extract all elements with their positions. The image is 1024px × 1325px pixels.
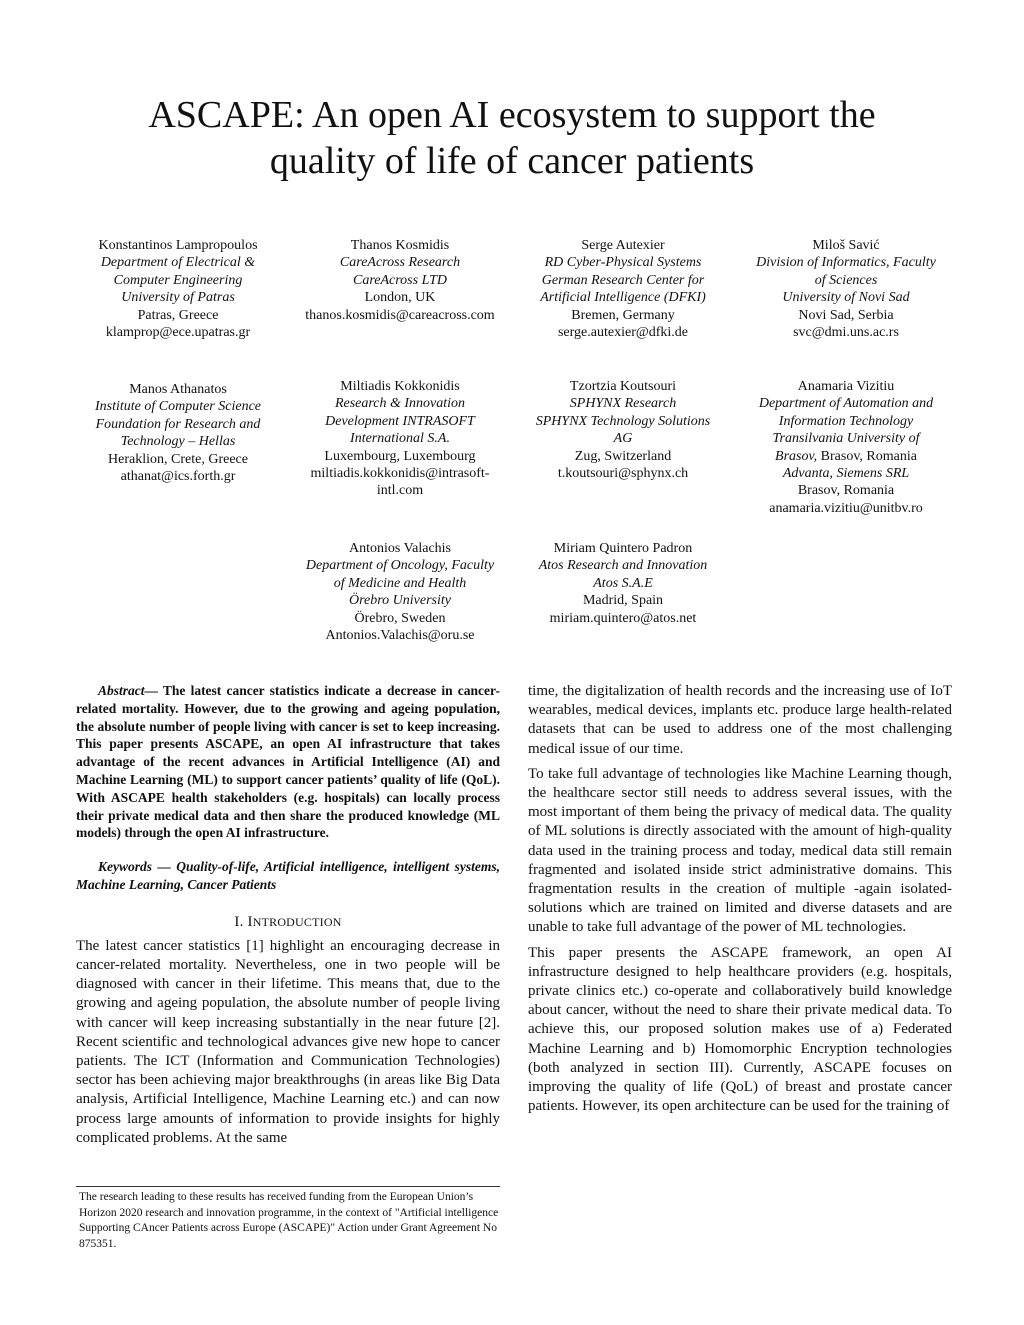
paper-title-line-1: ASCAPE: An open AI ecosystem to support the: [148, 94, 876, 136]
author-location: Zug, Switzerland: [574, 448, 672, 464]
author-block: [736, 237, 956, 341]
author-affiliation: University of Patras: [121, 290, 235, 306]
author-email: t.koutsouri@sphynx.ch: [557, 466, 689, 482]
section-title-rest: NTRODUCTION: [252, 914, 342, 929]
author-affiliation: SPHYNX Technology Solutions: [535, 413, 711, 429]
author-affiliation: Division of Informatics, Faculty: [756, 255, 936, 271]
left-column: [76, 682, 500, 1154]
author-email: intl.com: [376, 483, 424, 499]
author-email: miriam.quintero@atos.net: [549, 610, 697, 626]
author-block: [513, 378, 733, 482]
author-name: Thanos Kosmidis: [350, 238, 450, 253]
body-paragraph: The latest cancer statistics [1] highlight an encouraging decrease in cancer-related mortality. Nevertheless, one in two people will be diagnosed with cancer in their lifetime. This means that, due to the growing and ageing population, the absolute number of people living with cancer will keep increasing substantially in the near future [2]. Recent scientific and technological advances give new hope to cancer patients. The ICT (Information and Communication Technologies) sector has been achieving major breakthroughs (in areas like Big Data analysis, Artificial Intelligence, Machine Learning etc.) and can now process large amounts of information to provide insights for highly complicated problems. At the same: [76, 937, 500, 1146]
author-affiliation: AG: [613, 431, 633, 447]
author-email: svc@dmi.uns.ac.rs: [793, 325, 899, 341]
author-location: Luxembourg, Luxembourg: [324, 448, 476, 464]
right-column: [528, 682, 952, 1122]
author-location: Madrid, Spain: [582, 593, 664, 609]
author-email: klamprop@ece.upatras.gr: [105, 325, 251, 341]
author-affiliation: Research & Innovation: [334, 396, 466, 412]
footnote: The research leading to these results has received funding from the European Union’s Horizon 2020 research and innovation programme, in the context of "Artificial intelligence Supporting CAncer Patients across Europe (ASCAPE)" Action under Grant Agreement No 875351.: [79, 1191, 499, 1250]
author-location: Heraklion, Crete, Greece: [108, 451, 248, 467]
abstract-label: Abstract—: [98, 683, 159, 698]
author-affiliation-mixed: [736, 448, 956, 465]
author-location: Novi Sad, Serbia: [798, 307, 894, 323]
author-name: Miloš Savić: [812, 238, 880, 253]
author-affiliation: Atos S.A.E: [593, 575, 653, 591]
author-email: Antonios.Valachis@oru.se: [325, 628, 475, 644]
body-paragraph: time, the digitalization of health records and the increasing use of IoT wearables, medical devices, implants etc. produce large health-related datasets that can be used to address one of the most challenging medical issue of our time.: [528, 683, 952, 757]
author-name: Tzortzia Koutsouri: [569, 379, 677, 394]
author-email: miltiadis.kokkonidis@intrasoft-: [310, 466, 490, 482]
author-block: [513, 237, 733, 341]
abstract: [76, 682, 500, 842]
author-affiliation: Department of Electrical &: [100, 255, 256, 271]
author-affiliation: Computer Engineering: [113, 272, 243, 288]
author-block: [513, 540, 733, 627]
paper-title-line-2: quality of life of cancer patients: [269, 140, 755, 182]
author-email: anamaria.vizitiu@unitbv.ro: [769, 500, 923, 516]
author-block: [68, 381, 288, 485]
author-affiliation-plain: Brasov, Romania: [817, 448, 917, 464]
abstract-text: The latest cancer statistics indicate a decrease in cancer-related mortality. However, due to the growing and ageing population, the absolute number of people living with cancer is set to keep increasing. This paper presents ASCAPE, an open AI infrastructure that takes advantage of the recent advances in Artificial Intelligence (AI) and Machine Learning (ML) to support cancer patients’ quality of life (QoL). With ASCAPE health stakeholders (e.g. hospitals) can locally process their private medical data and then share the produced knowledge (ML models) through the open AI infrastructure.: [76, 683, 500, 841]
author-email: thanos.kosmidis@careacross.com: [305, 307, 495, 323]
author-name: Miltiadis Kokkonidis: [340, 379, 460, 394]
author-affiliation: Department of Automation and: [758, 396, 934, 412]
author-affiliation: Örebro University: [349, 593, 451, 609]
author-location: Bremen, Germany: [571, 307, 675, 323]
author-name: Anamaria Vizitiu: [797, 379, 895, 394]
author-affiliation: Advanta, Siemens SRL: [782, 466, 910, 482]
author-location: Brasov, Romania: [797, 483, 895, 499]
author-affiliation: Atos Research and Innovation: [538, 558, 708, 574]
author-block: [68, 237, 288, 341]
paper-title: [0, 92, 1024, 184]
author-affiliation: of Medicine and Health: [333, 575, 467, 591]
footnote-divider: [76, 1186, 500, 1187]
body-paragraph: This paper presents the ASCAPE framework, an open AI infrastructure designed to help healthcare providers (e.g. hospitals, private clinics etc.) co-operate and collaboratively build knowledge about cancer, without the need to share their private medical data. To achieve this, our proposed solution makes use of a) Federated Machine Learning and b) Homomorphic Encryption technologies (both analyzed in section III). Currently, ASCAPE focuses on improving the quality of life (QoL) of breast and prostate cancer patients. However, its open architecture can be used for the training of: [528, 944, 952, 1115]
section-number: I.: [234, 913, 244, 930]
author-affiliation: SPHYNX Research: [569, 396, 677, 412]
section-heading: [76, 914, 500, 931]
author-affiliation: CareAcross LTD: [353, 272, 447, 288]
author-block: [290, 540, 510, 644]
author-affiliation: Artificial Intelligence (DFKI): [540, 290, 706, 306]
author-location: London, UK: [364, 290, 436, 306]
author-name: Serge Autexier: [581, 238, 665, 253]
author-affiliation: Institute of Computer Science: [94, 399, 262, 415]
section-title-initial: I: [247, 913, 253, 930]
author-block: [290, 237, 510, 324]
author-affiliation: of Sciences: [814, 272, 878, 288]
author-block: [290, 378, 510, 500]
author-affiliation: Development INTRASOFT: [325, 413, 475, 429]
author-affiliation: German Research Center for: [541, 272, 705, 288]
author-email: athanat@ics.forth.gr: [120, 469, 236, 485]
author-email: serge.autexier@dfki.de: [557, 325, 689, 341]
author-affiliation: Technology – Hellas: [120, 434, 236, 450]
author-affiliation: Foundation for Research and: [95, 416, 261, 432]
author-affiliation: RD Cyber-Physical Systems: [544, 255, 702, 271]
author-name: Miriam Quintero Padron: [553, 541, 693, 556]
author-affiliation: CareAcross Research: [339, 255, 461, 271]
author-name: Manos Athanatos: [129, 382, 227, 397]
author-affiliation: Information Technology: [778, 413, 914, 429]
body-paragraph: To take full advantage of technologies like Machine Learning though, the healthcare sector still needs to address several issues, with the most important of them being the privacy of medical data. The quality of ML solutions is directly associated with the amount of high-quality data used in the training process and today, medical data still remain fragmented and isolated inside strict administrative domains. This fragmentation results in the creation of multiple -again isolated- solutions which are trained on limited and diverse datasets and are unable to take full advantage of the power of ML technologies.: [528, 765, 952, 936]
author-location: Patras, Greece: [137, 307, 219, 323]
author-affiliation: International S.A.: [350, 431, 450, 447]
author-affiliation: Department of Oncology, Faculty: [305, 558, 495, 574]
author-name: Antonios Valachis: [348, 541, 451, 556]
author-location: Örebro, Sweden: [354, 610, 446, 626]
author-affiliation: University of Novi Sad: [782, 290, 910, 306]
author-block: [736, 378, 956, 517]
keywords: Keywords — Quality-of-life, Artificial intelligence, intelligent systems, Machine Learning, Cancer Patients: [76, 859, 500, 892]
author-name: Konstantinos Lampropoulos: [98, 238, 258, 253]
author-affiliation: Transilvania University of: [772, 431, 920, 447]
author-affiliation-italic: Brasov,: [775, 448, 818, 464]
